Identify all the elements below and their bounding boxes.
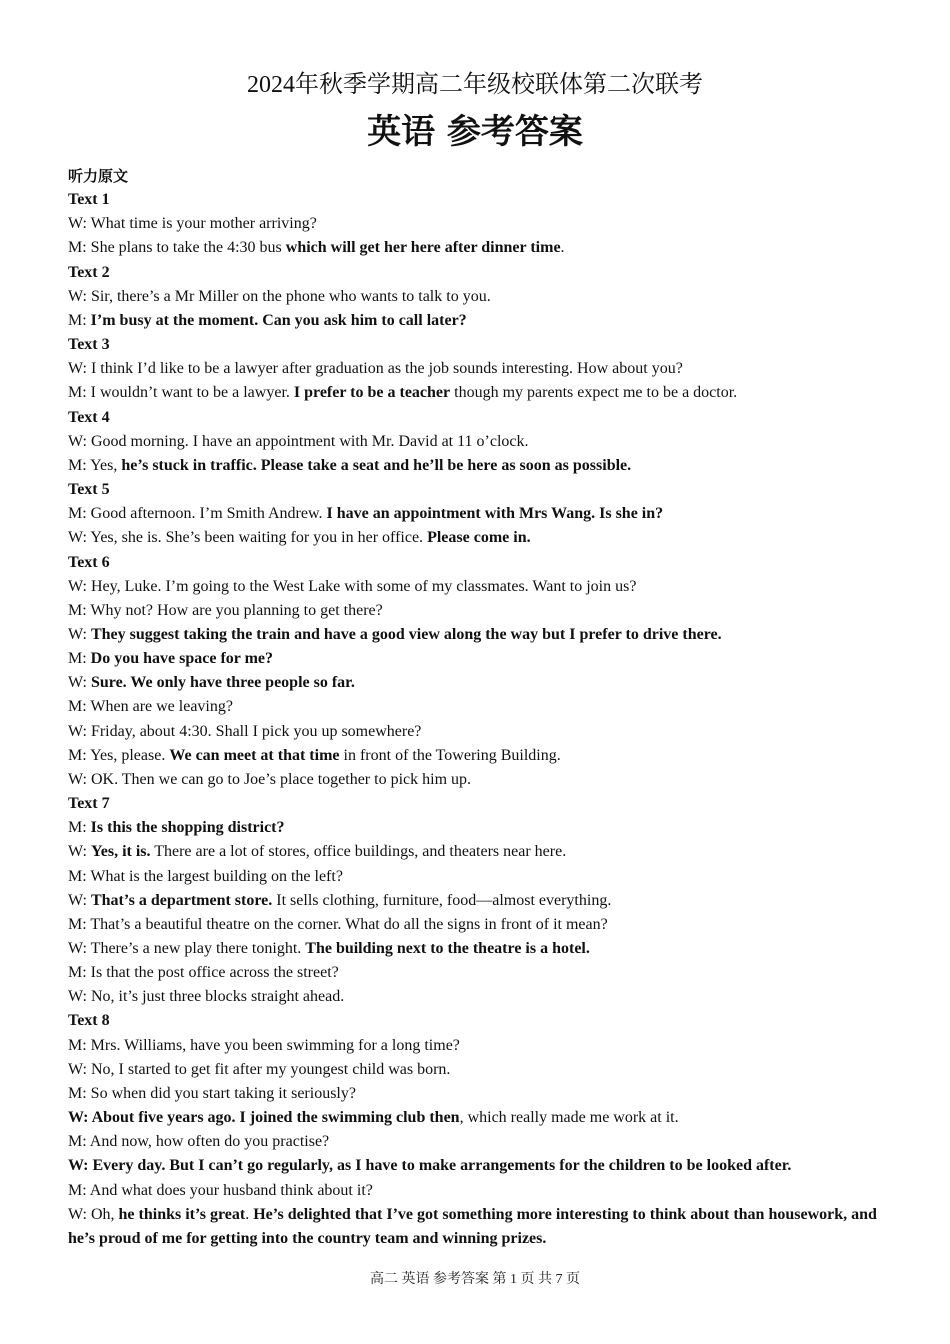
text-segment: W: xyxy=(68,891,91,909)
text-segment: M: xyxy=(68,650,91,668)
dialogue-line xyxy=(68,937,890,961)
bold-text-segment: which will get her here after dinner time xyxy=(285,239,561,257)
dialogue-line xyxy=(68,647,890,671)
text-segment: It sells clothing, furniture, food—almost everything. xyxy=(272,891,612,909)
bold-text-segment: He’s delighted that I’ve got something more interesting to think about than housework, and he’s proud of me for getting into the country team and winning prizes. xyxy=(68,1205,877,1247)
dialogue-line xyxy=(68,961,890,985)
text-segment: M: xyxy=(68,311,91,329)
text-segment: M: And what does your husband think about it? xyxy=(68,1181,373,1199)
dialogue-line xyxy=(68,212,890,236)
text-heading xyxy=(68,551,890,575)
dialogue-line xyxy=(68,985,890,1009)
bold-text-segment: Text 7 xyxy=(68,795,110,813)
dialogue-line xyxy=(68,285,890,309)
text-heading xyxy=(68,1009,890,1033)
dialogue-line xyxy=(68,865,890,889)
transcript-lines xyxy=(68,188,890,1251)
text-segment: M: When are we leaving? xyxy=(68,698,233,716)
text-segment: W: Sir, there’s a Mr Miller on the phone who wants to talk to you. xyxy=(68,287,491,305)
text-segment: M: So when did you start taking it seriously? xyxy=(68,1084,356,1102)
text-segment: M: Yes, please. xyxy=(68,746,170,764)
bold-text-segment: W: About five years ago. I joined the swimming club then xyxy=(68,1109,460,1127)
text-heading xyxy=(68,792,890,816)
text-segment: in front of the Towering Building. xyxy=(339,746,561,764)
dialogue-line xyxy=(68,1034,890,1058)
dialogue-line xyxy=(68,695,890,719)
document-subtitle: 英语 参考答案 xyxy=(367,112,583,152)
dialogue-line xyxy=(68,744,890,768)
bold-text-segment: Text 4 xyxy=(68,408,110,426)
bold-text-segment: Text 2 xyxy=(68,263,110,281)
dialogue-line xyxy=(68,381,890,405)
bold-text-segment: Text 1 xyxy=(68,191,110,209)
bold-text-segment: I have an appointment with Mrs Wang. Is she in? xyxy=(326,505,664,523)
text-segment: . xyxy=(560,239,565,257)
text-segment: M: I wouldn’t want to be a lawyer. xyxy=(68,384,294,402)
bold-text-segment: The building next to the theatre is a hotel. xyxy=(305,940,590,957)
dialogue-line xyxy=(68,1179,890,1203)
bold-text-segment: W: Every day. But I can’t go regularly, as I have to make arrangements for the children to be looked after. xyxy=(68,1157,792,1175)
dialogue-line xyxy=(68,623,890,647)
dialogue-line xyxy=(68,671,890,695)
bold-text-segment: That’s a department store. xyxy=(90,891,273,909)
text-segment: W: There’s a new play there tonight. xyxy=(68,940,306,957)
text-segment: There are a lot of stores, office buildings, and theaters near here. xyxy=(150,843,567,861)
text-heading xyxy=(68,478,890,502)
dialogue-line xyxy=(68,1106,890,1130)
text-segment: M: Is that the post office across the street? xyxy=(68,964,339,982)
section-title: 听力原文 xyxy=(68,167,129,185)
text-segment: M: Mrs. Williams, have you been swimming for a long time? xyxy=(68,1036,460,1054)
bold-text-segment: I’m busy at the moment. Can you ask him to call later? xyxy=(90,311,467,329)
dialogue-line xyxy=(68,1130,890,1154)
bold-text-segment: he’s stuck in traffic. Please take a seat and he’ll be here as soon as possible. xyxy=(121,456,632,474)
text-segment: W: Yes, she is. She’s been waiting for you in her office. xyxy=(68,529,428,547)
bold-text-segment: Text 8 xyxy=(68,1012,110,1030)
dialogue-line xyxy=(68,236,890,260)
bold-text-segment: Please come in. xyxy=(427,529,531,547)
dialogue-line xyxy=(68,816,890,840)
bold-text-segment: Text 5 xyxy=(68,481,110,499)
text-segment: M: Good afternoon. I’m Smith Andrew. xyxy=(68,505,327,523)
dialogue-line xyxy=(68,768,890,792)
dialogue-line xyxy=(68,1082,890,1106)
text-segment: W: OK. Then we can go to Joe’s place together to pick him up. xyxy=(68,770,472,788)
bold-text-segment: I prefer to be a teacher xyxy=(293,384,451,402)
text-heading xyxy=(68,406,890,430)
text-segment: M: She plans to take the 4:30 bus xyxy=(68,239,286,257)
dialogue-line xyxy=(68,840,890,864)
text-segment: W: xyxy=(68,674,91,692)
transcript-body xyxy=(68,164,890,1251)
text-heading xyxy=(68,261,890,285)
dialogue-line xyxy=(68,357,890,381)
text-segment: M: And now, how often do you practise? xyxy=(68,1133,330,1151)
text-segment: W: Hey, Luke. I’m going to the West Lake with some of my classmates. Want to join us? xyxy=(68,577,637,595)
dialogue-line xyxy=(68,1154,890,1178)
text-segment: W: xyxy=(68,625,91,643)
text-segment: though my parents expect me to be a doctor. xyxy=(450,384,738,402)
dialogue-line xyxy=(68,526,890,550)
bold-text-segment: They suggest taking the train and have a good view along the way but I prefer to drive there. xyxy=(90,625,722,643)
text-segment: , which really made me work at it. xyxy=(459,1109,679,1127)
dialogue-line xyxy=(68,502,890,526)
text-segment: W: Good morning. I have an appointment with Mr. David at 11 o’clock. xyxy=(68,432,529,450)
text-segment: M: xyxy=(68,819,91,837)
dialogue-line xyxy=(68,1058,890,1082)
text-segment: W: xyxy=(68,843,91,861)
dialogue-line xyxy=(68,913,890,937)
bold-text-segment: Sure. We only have three people so far. xyxy=(90,674,355,692)
dialogue-line xyxy=(68,1203,890,1251)
bold-text-segment: he thinks it’s great xyxy=(118,1205,246,1223)
text-segment: M: That’s a beautiful theatre on the corner. What do all the signs in front of it mean? xyxy=(68,915,608,933)
dialogue-line xyxy=(68,889,890,913)
dialogue-line xyxy=(68,720,890,744)
dialogue-line xyxy=(68,454,890,478)
text-segment: W: I think I’d like to be a lawyer after graduation as the job sounds interesting. How about you? xyxy=(68,360,683,378)
dialogue-line xyxy=(68,575,890,599)
text-heading xyxy=(68,188,890,212)
bold-text-segment: Is this the shopping district? xyxy=(90,819,285,837)
text-segment: W: What time is your mother arriving? xyxy=(68,215,317,233)
bold-text-segment: Text 3 xyxy=(68,336,110,354)
bold-text-segment: Yes, it is. xyxy=(90,843,151,861)
text-segment: W: Friday, about 4:30. Shall I pick you up somewhere? xyxy=(68,722,422,740)
text-segment: . xyxy=(245,1205,254,1223)
text-segment: W: No, I started to get fit after my youngest child was born. xyxy=(68,1060,451,1078)
bold-text-segment: Do you have space for me? xyxy=(90,650,274,668)
text-segment: W: No, it’s just three blocks straight ahead. xyxy=(68,988,345,1006)
text-segment: M: Why not? How are you planning to get there? xyxy=(68,601,383,619)
text-segment: M: Yes, xyxy=(68,456,122,474)
exam-title: 2024年秋季学期高二年级校联体第二次联考 xyxy=(247,72,703,98)
text-heading xyxy=(68,333,890,357)
page-footer: 高二 英语 参考答案 第 1 页 共 7 页 xyxy=(370,1272,580,1287)
bold-text-segment: Text 6 xyxy=(68,553,110,571)
text-segment: M: What is the largest building on the left? xyxy=(68,867,343,885)
text-segment: W: Oh, xyxy=(68,1205,119,1223)
dialogue-line xyxy=(68,599,890,623)
bold-text-segment: We can meet at that time xyxy=(169,746,340,764)
dialogue-line xyxy=(68,430,890,454)
dialogue-line xyxy=(68,309,890,333)
